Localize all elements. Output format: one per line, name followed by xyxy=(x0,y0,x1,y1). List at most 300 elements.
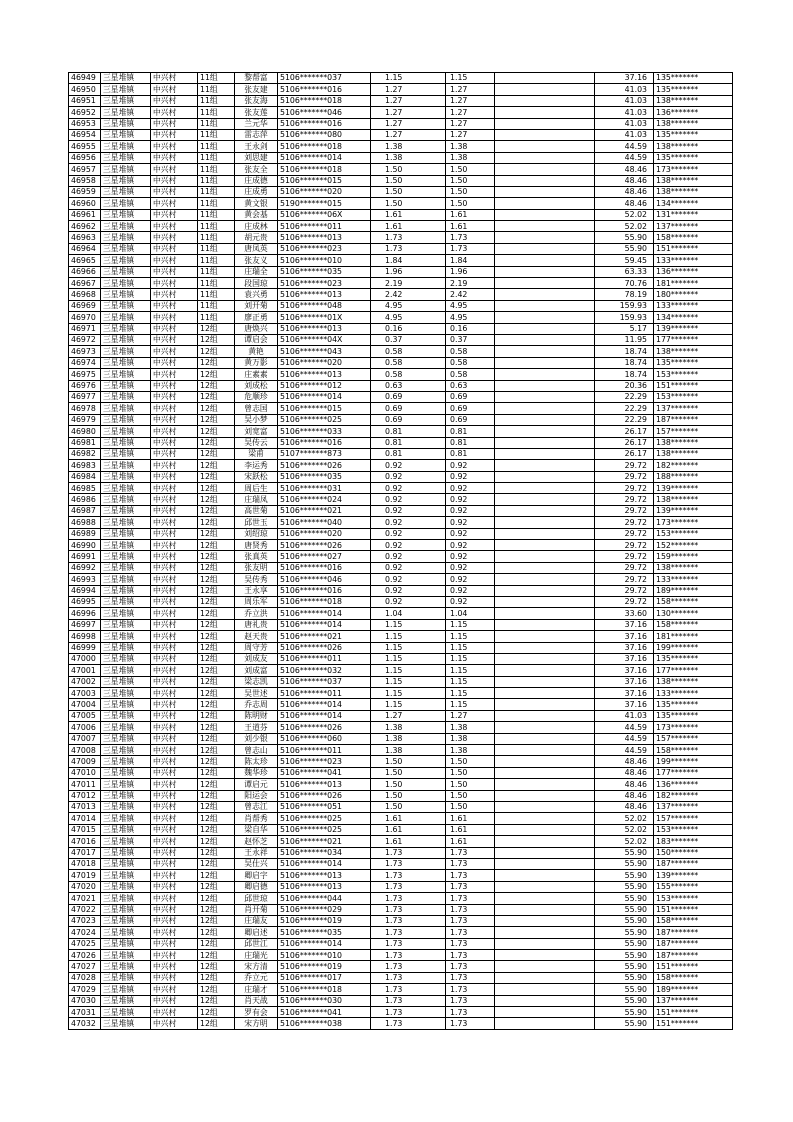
town-cell: 三星堆镇 xyxy=(101,756,151,767)
blank-cell xyxy=(495,676,595,687)
village-cell: 中兴村 xyxy=(151,802,198,813)
town-cell: 三星堆镇 xyxy=(101,551,151,562)
name-cell: 段国琼 xyxy=(235,278,278,289)
id-number-cell: 5106*******024 xyxy=(278,494,371,505)
area-cell: 1.73 xyxy=(371,938,446,949)
subsidy-area-cell: 1.15 xyxy=(446,665,495,676)
name-cell: 吴世述 xyxy=(235,688,278,699)
blank-cell xyxy=(495,893,595,904)
village-cell: 中兴村 xyxy=(151,164,198,175)
subsidy-area-cell: 1.15 xyxy=(446,688,495,699)
amount-cell: 41.03 xyxy=(595,118,654,129)
row-number-cell: 46953 xyxy=(69,118,101,129)
blank-cell xyxy=(495,483,595,494)
amount-cell: 37.16 xyxy=(595,642,654,653)
town-cell: 三星堆镇 xyxy=(101,118,151,129)
name-cell: 高世菊 xyxy=(235,505,278,516)
blank-cell xyxy=(495,1018,595,1029)
area-cell: 1.15 xyxy=(371,642,446,653)
area-cell: 1.50 xyxy=(371,790,446,801)
row-number-cell: 46968 xyxy=(69,289,101,300)
phone-cell: 138******* xyxy=(654,346,733,357)
subsidy-area-cell: 0.92 xyxy=(446,596,495,607)
phone-cell: 158******* xyxy=(654,619,733,630)
area-cell: 1.73 xyxy=(371,232,446,243)
area-cell: 0.92 xyxy=(371,551,446,562)
village-cell: 中兴村 xyxy=(151,950,198,961)
town-cell: 三星堆镇 xyxy=(101,198,151,209)
village-cell: 中兴村 xyxy=(151,357,198,368)
town-cell: 三星堆镇 xyxy=(101,972,151,983)
name-cell: 邱世江 xyxy=(235,938,278,949)
village-cell: 中兴村 xyxy=(151,471,198,482)
group-cell: 12组 xyxy=(198,824,235,835)
village-cell: 中兴村 xyxy=(151,574,198,585)
group-cell: 12组 xyxy=(198,631,235,642)
name-cell: 黎帮富 xyxy=(235,73,278,84)
subsidy-area-cell: 1.38 xyxy=(446,745,495,756)
village-cell: 中兴村 xyxy=(151,403,198,414)
name-cell: 庄瑞凤 xyxy=(235,494,278,505)
area-cell: 0.63 xyxy=(371,380,446,391)
amount-cell: 48.46 xyxy=(595,186,654,197)
town-cell: 三星堆镇 xyxy=(101,858,151,869)
subsidy-area-cell: 0.16 xyxy=(446,323,495,334)
name-cell: 胡元贵 xyxy=(235,232,278,243)
phone-cell: 135******* xyxy=(654,129,733,140)
blank-cell xyxy=(495,129,595,140)
phone-cell: 188******* xyxy=(654,471,733,482)
blank-cell xyxy=(495,585,595,596)
village-cell: 中兴村 xyxy=(151,562,198,573)
table-body xyxy=(69,73,733,1030)
name-cell: 张真英 xyxy=(235,551,278,562)
village-cell: 中兴村 xyxy=(151,175,198,186)
id-number-cell: 5106*******025 xyxy=(278,414,371,425)
area-cell: 1.73 xyxy=(371,927,446,938)
village-cell: 中兴村 xyxy=(151,221,198,232)
subsidy-area-cell: 0.69 xyxy=(446,414,495,425)
amount-cell: 41.03 xyxy=(595,107,654,118)
group-cell: 12组 xyxy=(198,995,235,1006)
name-cell: 谭启会 xyxy=(235,334,278,345)
area-cell: 1.73 xyxy=(371,847,446,858)
village-cell: 中兴村 xyxy=(151,209,198,220)
area-cell: 0.92 xyxy=(371,562,446,573)
village-cell: 中兴村 xyxy=(151,118,198,129)
row-number-cell: 46962 xyxy=(69,221,101,232)
town-cell: 三星堆镇 xyxy=(101,232,151,243)
table-row xyxy=(69,756,733,767)
id-number-cell: 5106*******041 xyxy=(278,767,371,778)
subsidy-area-cell: 1.50 xyxy=(446,779,495,790)
name-cell: 赵怀芝 xyxy=(235,836,278,847)
amount-cell: 29.72 xyxy=(595,517,654,528)
group-cell: 11组 xyxy=(198,107,235,118)
row-number-cell: 47014 xyxy=(69,813,101,824)
group-cell: 12组 xyxy=(198,540,235,551)
village-cell: 中兴村 xyxy=(151,904,198,915)
row-number-cell: 46988 xyxy=(69,517,101,528)
area-cell: 0.58 xyxy=(371,357,446,368)
row-number-cell: 46982 xyxy=(69,448,101,459)
subsidy-area-cell: 0.92 xyxy=(446,562,495,573)
table-row xyxy=(69,300,733,311)
table-row xyxy=(69,403,733,414)
table-row xyxy=(69,209,733,220)
id-number-cell: 5106*******018 xyxy=(278,164,371,175)
area-cell: 0.92 xyxy=(371,528,446,539)
area-cell: 1.38 xyxy=(371,745,446,756)
group-cell: 11组 xyxy=(198,266,235,277)
blank-cell xyxy=(495,858,595,869)
village-cell: 中兴村 xyxy=(151,346,198,357)
subsidy-area-cell: 1.15 xyxy=(446,642,495,653)
amount-cell: 44.59 xyxy=(595,722,654,733)
table-row xyxy=(69,972,733,983)
blank-cell xyxy=(495,243,595,254)
area-cell: 1.15 xyxy=(371,688,446,699)
subsidy-area-cell: 1.84 xyxy=(446,255,495,266)
town-cell: 三星堆镇 xyxy=(101,334,151,345)
subsidy-area-cell: 0.92 xyxy=(446,483,495,494)
blank-cell xyxy=(495,972,595,983)
area-cell: 4.95 xyxy=(371,300,446,311)
table-row xyxy=(69,175,733,186)
table-row xyxy=(69,540,733,551)
name-cell: 宋方清 xyxy=(235,961,278,972)
area-cell: 2.42 xyxy=(371,289,446,300)
table-row xyxy=(69,642,733,653)
town-cell: 三星堆镇 xyxy=(101,107,151,118)
phone-cell: 187******* xyxy=(654,927,733,938)
village-cell: 中兴村 xyxy=(151,824,198,835)
group-cell: 11组 xyxy=(198,141,235,152)
row-number-cell: 46951 xyxy=(69,95,101,106)
id-number-cell: 5106*******018 xyxy=(278,95,371,106)
group-cell: 12组 xyxy=(198,562,235,573)
row-number-cell: 47025 xyxy=(69,938,101,949)
blank-cell xyxy=(495,608,595,619)
subsidy-area-cell: 1.61 xyxy=(446,209,495,220)
blank-cell xyxy=(495,84,595,95)
id-number-cell: 5106*******023 xyxy=(278,278,371,289)
row-number-cell: 46972 xyxy=(69,334,101,345)
area-cell: 1.38 xyxy=(371,152,446,163)
group-cell: 12组 xyxy=(198,346,235,357)
amount-cell: 29.72 xyxy=(595,540,654,551)
name-cell: 宋跃松 xyxy=(235,471,278,482)
amount-cell: 55.90 xyxy=(595,1018,654,1029)
row-number-cell: 47015 xyxy=(69,824,101,835)
table-row xyxy=(69,221,733,232)
area-cell: 0.92 xyxy=(371,471,446,482)
town-cell: 三星堆镇 xyxy=(101,186,151,197)
subsidy-area-cell: 1.15 xyxy=(446,676,495,687)
subsidy-area-cell: 1.38 xyxy=(446,733,495,744)
id-number-cell: 5106*******014 xyxy=(278,391,371,402)
amount-cell: 18.74 xyxy=(595,369,654,380)
phone-cell: 183******* xyxy=(654,836,733,847)
id-number-cell: 5106*******010 xyxy=(278,950,371,961)
row-number-cell: 47003 xyxy=(69,688,101,699)
row-number-cell: 46961 xyxy=(69,209,101,220)
id-number-cell: 5106*******040 xyxy=(278,517,371,528)
area-cell: 0.92 xyxy=(371,483,446,494)
area-cell: 1.73 xyxy=(371,893,446,904)
village-cell: 中兴村 xyxy=(151,483,198,494)
village-cell: 中兴村 xyxy=(151,141,198,152)
phone-cell: 173******* xyxy=(654,722,733,733)
name-cell: 刘绍琼 xyxy=(235,528,278,539)
village-cell: 中兴村 xyxy=(151,881,198,892)
group-cell: 12组 xyxy=(198,483,235,494)
amount-cell: 26.17 xyxy=(595,448,654,459)
group-cell: 12组 xyxy=(198,551,235,562)
id-number-cell: 5106*******026 xyxy=(278,540,371,551)
phone-cell: 153******* xyxy=(654,528,733,539)
subsidy-area-cell: 1.27 xyxy=(446,95,495,106)
group-cell: 12组 xyxy=(198,881,235,892)
village-cell: 中兴村 xyxy=(151,437,198,448)
amount-cell: 29.72 xyxy=(595,596,654,607)
blank-cell xyxy=(495,790,595,801)
table-row xyxy=(69,745,733,756)
town-cell: 三星堆镇 xyxy=(101,676,151,687)
group-cell: 12组 xyxy=(198,904,235,915)
subsidy-area-cell: 1.73 xyxy=(446,950,495,961)
group-cell: 12组 xyxy=(198,460,235,471)
table-row xyxy=(69,460,733,471)
subsidy-area-cell: 0.81 xyxy=(446,448,495,459)
name-cell: 谭启元 xyxy=(235,779,278,790)
row-number-cell: 46966 xyxy=(69,266,101,277)
phone-cell: 187******* xyxy=(654,858,733,869)
blank-cell xyxy=(495,437,595,448)
table-row xyxy=(69,961,733,972)
subsidy-area-cell: 1.61 xyxy=(446,221,495,232)
phone-cell: 133******* xyxy=(654,574,733,585)
id-number-cell: 5106*******013 xyxy=(278,289,371,300)
village-cell: 中兴村 xyxy=(151,858,198,869)
id-number-cell: 5106*******018 xyxy=(278,141,371,152)
row-number-cell: 46981 xyxy=(69,437,101,448)
row-number-cell: 47020 xyxy=(69,881,101,892)
blank-cell xyxy=(495,232,595,243)
area-cell: 2.19 xyxy=(371,278,446,289)
blank-cell xyxy=(495,107,595,118)
blank-cell xyxy=(495,300,595,311)
group-cell: 12组 xyxy=(198,437,235,448)
id-number-cell: 5106*******04X xyxy=(278,334,371,345)
row-number-cell: 47030 xyxy=(69,995,101,1006)
table-row xyxy=(69,152,733,163)
row-number-cell: 46989 xyxy=(69,528,101,539)
id-number-cell: 5106*******016 xyxy=(278,118,371,129)
subsidy-area-cell: 1.73 xyxy=(446,972,495,983)
phone-cell: 137******* xyxy=(654,802,733,813)
phone-cell: 138******* xyxy=(654,676,733,687)
blank-cell xyxy=(495,824,595,835)
table-row xyxy=(69,391,733,402)
group-cell: 12组 xyxy=(198,426,235,437)
blank-cell xyxy=(495,528,595,539)
name-cell: 雷志萍 xyxy=(235,129,278,140)
row-number-cell: 46976 xyxy=(69,380,101,391)
blank-cell xyxy=(495,653,595,664)
name-cell: 兰元华 xyxy=(235,118,278,129)
phone-cell: 182******* xyxy=(654,460,733,471)
subsidy-area-cell: 1.73 xyxy=(446,995,495,1006)
subsidy-area-cell: 1.61 xyxy=(446,836,495,847)
subsidy-area-cell: 1.73 xyxy=(446,938,495,949)
town-cell: 三星堆镇 xyxy=(101,904,151,915)
amount-cell: 78.19 xyxy=(595,289,654,300)
name-cell: 吴传云 xyxy=(235,437,278,448)
id-number-cell: 5106*******034 xyxy=(278,847,371,858)
id-number-cell: 5106*******025 xyxy=(278,824,371,835)
name-cell: 周后生 xyxy=(235,483,278,494)
row-number-cell: 46956 xyxy=(69,152,101,163)
amount-cell: 55.90 xyxy=(595,904,654,915)
amount-cell: 37.16 xyxy=(595,676,654,687)
id-number-cell: 5106*******043 xyxy=(278,346,371,357)
village-cell: 中兴村 xyxy=(151,152,198,163)
group-cell: 12组 xyxy=(198,722,235,733)
group-cell: 12组 xyxy=(198,767,235,778)
group-cell: 12组 xyxy=(198,779,235,790)
table-row xyxy=(69,790,733,801)
phone-cell: 151******* xyxy=(654,961,733,972)
row-number-cell: 46973 xyxy=(69,346,101,357)
name-cell: 张友莲 xyxy=(235,107,278,118)
phone-cell: 133******* xyxy=(654,688,733,699)
row-number-cell: 47024 xyxy=(69,927,101,938)
id-number-cell: 5106*******020 xyxy=(278,186,371,197)
phone-cell: 133******* xyxy=(654,255,733,266)
id-number-cell: 5106*******035 xyxy=(278,266,371,277)
village-cell: 中兴村 xyxy=(151,676,198,687)
village-cell: 中兴村 xyxy=(151,767,198,778)
subsidy-area-cell: 0.92 xyxy=(446,528,495,539)
area-cell: 1.61 xyxy=(371,813,446,824)
table-row xyxy=(69,426,733,437)
area-cell: 1.61 xyxy=(371,836,446,847)
row-number-cell: 46986 xyxy=(69,494,101,505)
blank-cell xyxy=(495,540,595,551)
amount-cell: 48.46 xyxy=(595,756,654,767)
village-cell: 中兴村 xyxy=(151,243,198,254)
area-cell: 1.38 xyxy=(371,722,446,733)
town-cell: 三星堆镇 xyxy=(101,745,151,756)
blank-cell xyxy=(495,175,595,186)
id-number-cell: 5106*******048 xyxy=(278,300,371,311)
id-number-cell: 5106*******026 xyxy=(278,642,371,653)
subsidy-area-cell: 0.58 xyxy=(446,346,495,357)
village-cell: 中兴村 xyxy=(151,494,198,505)
group-cell: 11组 xyxy=(198,175,235,186)
name-cell: 庄成勇 xyxy=(235,186,278,197)
table-row xyxy=(69,118,733,129)
village-cell: 中兴村 xyxy=(151,893,198,904)
area-cell: 0.37 xyxy=(371,334,446,345)
amount-cell: 44.59 xyxy=(595,733,654,744)
row-number-cell: 46998 xyxy=(69,631,101,642)
village-cell: 中兴村 xyxy=(151,813,198,824)
town-cell: 三星堆镇 xyxy=(101,596,151,607)
name-cell: 王永享 xyxy=(235,585,278,596)
town-cell: 三星堆镇 xyxy=(101,346,151,357)
town-cell: 三星堆镇 xyxy=(101,938,151,949)
subsidy-area-cell: 2.19 xyxy=(446,278,495,289)
table-row xyxy=(69,1007,733,1018)
area-cell: 1.27 xyxy=(371,95,446,106)
phone-cell: 137******* xyxy=(654,221,733,232)
name-cell: 张友建 xyxy=(235,84,278,95)
town-cell: 三星堆镇 xyxy=(101,1007,151,1018)
name-cell: 曾志江 xyxy=(235,802,278,813)
name-cell: 张友海 xyxy=(235,95,278,106)
town-cell: 三星堆镇 xyxy=(101,710,151,721)
subsidy-area-cell: 1.73 xyxy=(446,915,495,926)
name-cell: 陈明财 xyxy=(235,710,278,721)
town-cell: 三星堆镇 xyxy=(101,779,151,790)
row-number-cell: 46993 xyxy=(69,574,101,585)
amount-cell: 48.46 xyxy=(595,779,654,790)
group-cell: 12组 xyxy=(198,391,235,402)
name-cell: 刘少银 xyxy=(235,733,278,744)
area-cell: 1.84 xyxy=(371,255,446,266)
row-number-cell: 46969 xyxy=(69,300,101,311)
table-row xyxy=(69,802,733,813)
town-cell: 三星堆镇 xyxy=(101,961,151,972)
name-cell: 魏华珍 xyxy=(235,767,278,778)
town-cell: 三星堆镇 xyxy=(101,391,151,402)
village-cell: 中兴村 xyxy=(151,380,198,391)
name-cell: 唐焕兴 xyxy=(235,323,278,334)
amount-cell: 48.46 xyxy=(595,198,654,209)
phone-cell: 153******* xyxy=(654,369,733,380)
row-number-cell: 46949 xyxy=(69,73,101,84)
town-cell: 三星堆镇 xyxy=(101,73,151,84)
area-cell: 1.73 xyxy=(371,961,446,972)
group-cell: 12组 xyxy=(198,745,235,756)
group-cell: 12组 xyxy=(198,334,235,345)
row-number-cell: 46952 xyxy=(69,107,101,118)
subsidy-area-cell: 1.96 xyxy=(446,266,495,277)
area-cell: 1.50 xyxy=(371,164,446,175)
town-cell: 三星堆镇 xyxy=(101,84,151,95)
subsidy-area-cell: 1.73 xyxy=(446,881,495,892)
name-cell: 庄瑞全 xyxy=(235,266,278,277)
table-row xyxy=(69,836,733,847)
amount-cell: 29.72 xyxy=(595,574,654,585)
blank-cell xyxy=(495,950,595,961)
phone-cell: 187******* xyxy=(654,938,733,949)
table-row xyxy=(69,266,733,277)
amount-cell: 59.45 xyxy=(595,255,654,266)
subsidy-area-cell: 4.95 xyxy=(446,300,495,311)
name-cell: 肖天战 xyxy=(235,995,278,1006)
blank-cell xyxy=(495,767,595,778)
group-cell: 12组 xyxy=(198,950,235,961)
id-number-cell: 5106*******041 xyxy=(278,1007,371,1018)
table-row xyxy=(69,323,733,334)
id-number-cell: 5106*******030 xyxy=(278,995,371,1006)
group-cell: 11组 xyxy=(198,300,235,311)
subsidy-area-cell: 1.73 xyxy=(446,893,495,904)
blank-cell xyxy=(495,221,595,232)
